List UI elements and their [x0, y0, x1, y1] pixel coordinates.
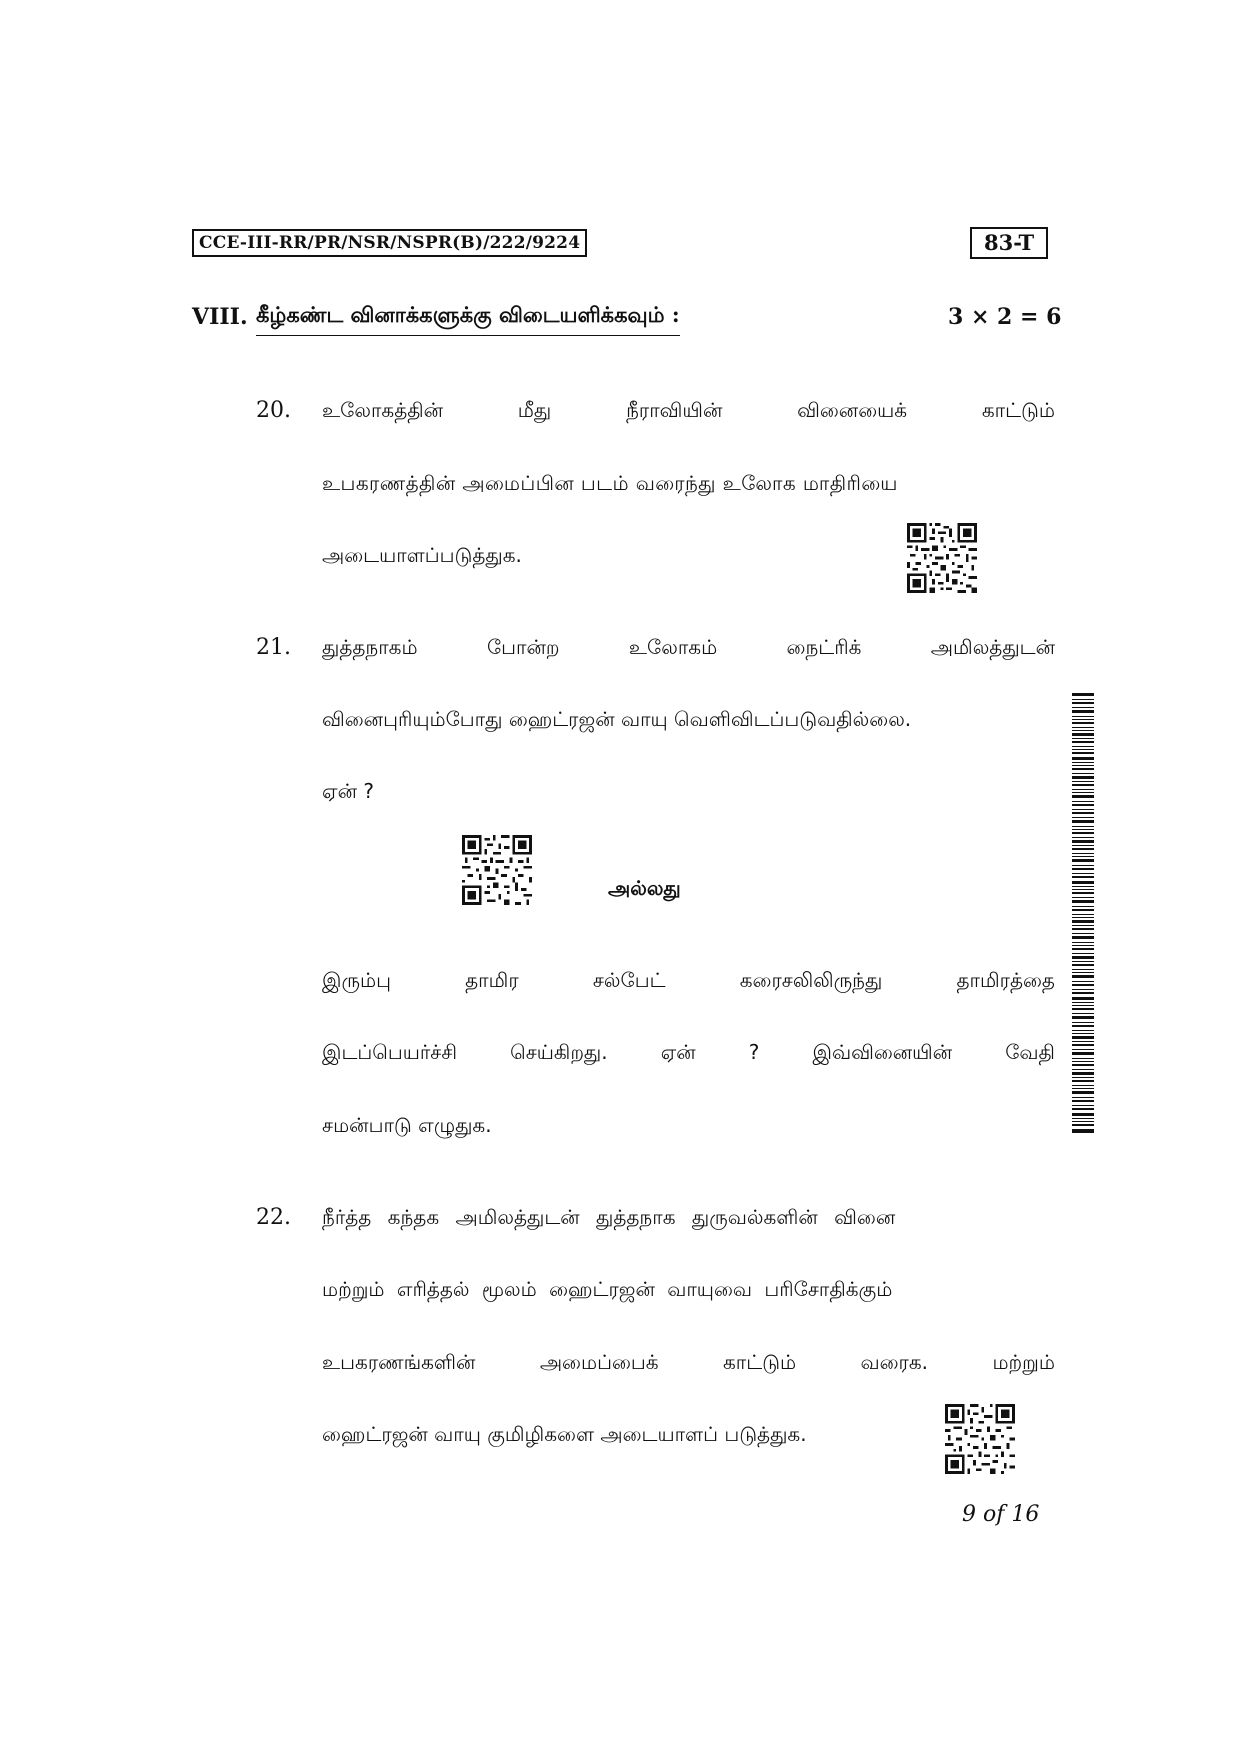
- word: காட்டும்: [722, 1350, 797, 1374]
- word: போன்ற: [486, 635, 560, 659]
- or-label: அல்லது: [608, 876, 681, 900]
- word: காட்டும்: [981, 398, 1055, 422]
- qr-code-icon: [907, 523, 977, 593]
- word: துத்தநாகம்: [322, 635, 418, 659]
- word: வரைக.: [860, 1350, 929, 1374]
- question-21-alt-line-2: [322, 1040, 1055, 1067]
- word: ஏன்: [660, 1040, 696, 1064]
- question-21-line-3: ஏன் ?: [322, 779, 374, 803]
- section-marks: 3 × 2 = 6: [948, 304, 1062, 330]
- section-number: VIII.: [192, 304, 248, 330]
- paper-code: CCE-III-RR/PR/NSR/NSPR(B)/222/9224: [192, 229, 587, 257]
- word: இவ்வினையின்: [812, 1040, 953, 1064]
- section-title: கீழ்கண்ட வினாக்களுக்கு விடையளிக்கவும் :: [256, 302, 680, 336]
- question-20-line-3: அடையாளப்படுத்துக.: [322, 543, 522, 567]
- word: தாமிரத்தை: [956, 968, 1055, 992]
- question-20-line-2: உபகரணத்தின் அமைப்பின படம் வரைந்து உலோக மாதிரியை: [322, 471, 898, 495]
- question-22-line-1: நீர்த்த கந்தக அமிலத்துடன் துத்தநாக துருவல்களின் வினை: [322, 1205, 896, 1229]
- word: உபகரணங்களின்: [322, 1350, 476, 1374]
- word: இரும்பு: [322, 968, 391, 992]
- word: வேதி: [1005, 1040, 1055, 1064]
- question-22-line-3: [322, 1350, 1055, 1377]
- word: நீராவியின்: [626, 398, 723, 422]
- subject-code: 83-T: [970, 227, 1048, 259]
- word: கரைசலிலிருந்து: [739, 968, 883, 992]
- word: உலோகம்: [628, 635, 718, 659]
- word: இடப்பெயர்ச்சி: [322, 1040, 458, 1064]
- question-21-line-1: [322, 635, 1055, 662]
- barcode-icon: [1072, 693, 1094, 1133]
- word: தாமிர: [465, 968, 519, 992]
- word: அமிலத்துடன்: [930, 635, 1055, 659]
- question-20-line-1: [322, 398, 1055, 425]
- word: உலோகத்தின்: [322, 398, 443, 422]
- word: மீது: [517, 398, 552, 422]
- word: மற்றும்: [992, 1350, 1055, 1374]
- word: வினையைக்: [797, 398, 908, 422]
- question-22-line-4: ஹைட்ரஜன் வாயு குமிழிகளை அடையாளப் படுத்துக.: [322, 1422, 807, 1446]
- page-number: 9 of 16: [962, 1502, 1040, 1527]
- word: நைட்ரிக்: [786, 635, 862, 659]
- word: செய்கிறது.: [510, 1040, 608, 1064]
- question-number-21: 21.: [256, 635, 291, 660]
- word: அமைப்பைக்: [539, 1350, 659, 1374]
- question-21-line-2: வினைபுரியும்போது ஹைட்ரஜன் வாயு வெளிவிடப்படுவதில்லை.: [322, 707, 912, 731]
- qr-code-icon: [462, 835, 532, 905]
- qr-code-icon: [945, 1404, 1015, 1474]
- question-21-alt-line-3: சமன்பாடு எழுதுக.: [322, 1113, 492, 1137]
- question-number-20: 20.: [256, 398, 291, 423]
- word: சல்பேட்: [592, 968, 666, 992]
- question-21-alt-line-1: [322, 968, 1055, 995]
- question-22-line-2: மற்றும் எரித்தல் மூலம் ஹைட்ரஜன் வாயுவை பரிசோதிக்கும்: [322, 1277, 893, 1301]
- question-number-22: 22.: [256, 1205, 291, 1230]
- word: ?: [748, 1040, 760, 1064]
